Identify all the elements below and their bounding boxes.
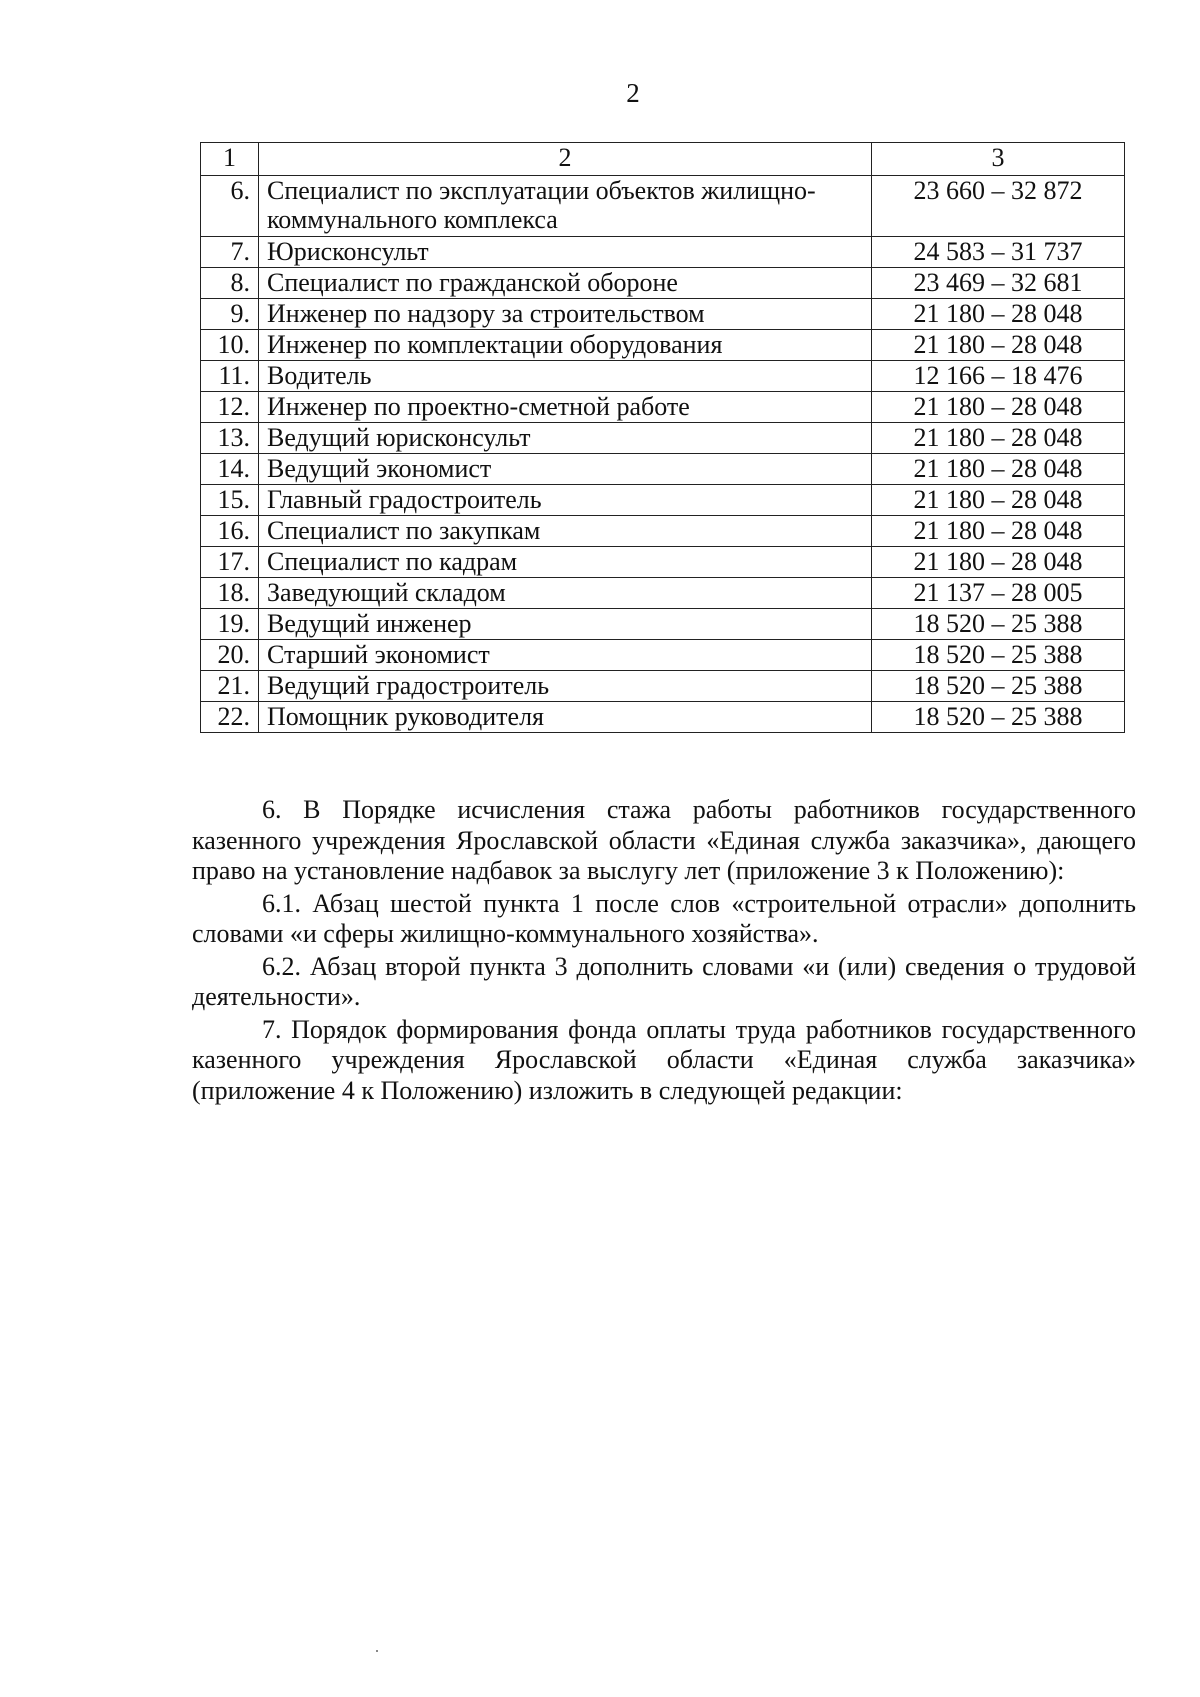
table-row — [201, 299, 1125, 330]
row-salary: 12 166 – 18 476 — [872, 361, 1125, 392]
table-row — [201, 176, 1125, 237]
page-number: 2 — [626, 78, 640, 108]
row-number: 13. — [201, 423, 259, 454]
row-number: 8. — [201, 268, 259, 299]
paragraph-6-2: 6.2. Абзац второй пункта 3 дополнить словами «и (или) сведения о трудовой деятельности». — [192, 951, 1136, 1011]
row-number: 22. — [201, 702, 259, 733]
table-row — [201, 454, 1125, 485]
row-salary: 21 180 – 28 048 — [872, 392, 1125, 423]
row-number: 20. — [201, 640, 259, 671]
row-position: Старший экономист — [259, 640, 872, 671]
table-row — [201, 361, 1125, 392]
table-row — [201, 516, 1125, 547]
row-salary: 18 520 – 25 388 — [872, 609, 1125, 640]
row-salary: 18 520 – 25 388 — [872, 671, 1125, 702]
body-text — [192, 795, 1136, 1108]
row-position: Специалист по закупкам — [259, 516, 872, 547]
table-row — [201, 640, 1125, 671]
row-salary: 21 180 – 28 048 — [872, 423, 1125, 454]
row-number: 6. — [201, 176, 259, 237]
row-number: 7. — [201, 237, 259, 268]
paragraph-6: 6. В Порядке исчисления стажа работы работников государственного казенного учреждения Ярославской области «Единая служба заказчика», дающего право на установление надбавок за выслугу лет (приложение 3 к Положению): — [192, 795, 1136, 885]
scan-speck — [376, 1650, 378, 1652]
row-position: Юрисконсульт — [259, 237, 872, 268]
row-salary: 21 180 – 28 048 — [872, 454, 1125, 485]
row-salary: 21 180 – 28 048 — [872, 330, 1125, 361]
row-position: Помощник руководителя — [259, 702, 872, 733]
salary-table — [200, 142, 1125, 733]
table-row — [201, 268, 1125, 299]
row-salary: 21 180 – 28 048 — [872, 547, 1125, 578]
row-position: Инженер по комплектации оборудования — [259, 330, 872, 361]
header-cell-number: 1 — [201, 143, 259, 176]
header-cell-salary: 3 — [872, 143, 1125, 176]
row-number: 9. — [201, 299, 259, 330]
table-row — [201, 609, 1125, 640]
row-position: Ведущий юрисконсульт — [259, 423, 872, 454]
row-salary: 24 583 – 31 737 — [872, 237, 1125, 268]
row-salary: 18 520 – 25 388 — [872, 640, 1125, 671]
row-salary: 21 180 – 28 048 — [872, 485, 1125, 516]
row-salary: 21 180 – 28 048 — [872, 299, 1125, 330]
row-salary: 21 180 – 28 048 — [872, 516, 1125, 547]
row-salary: 23 660 – 32 872 — [872, 176, 1125, 237]
row-number: 18. — [201, 578, 259, 609]
row-position: Ведущий градостроитель — [259, 671, 872, 702]
row-number: 12. — [201, 392, 259, 423]
table-row — [201, 237, 1125, 268]
table-header-row — [201, 143, 1125, 176]
row-position: Ведущий экономист — [259, 454, 872, 485]
header-cell-position: 2 — [259, 143, 872, 176]
row-position: Специалист по гражданской обороне — [259, 268, 872, 299]
row-number: 14. — [201, 454, 259, 485]
row-position: Ведущий инженер — [259, 609, 872, 640]
paragraph-7: 7. Порядок формирования фонда оплаты труда работников государственного казенного учреждения Ярославской области «Единая служба заказчика» (приложение 4 к Положению) изложить в следующей редакции: — [192, 1014, 1136, 1105]
row-salary: 23 469 – 32 681 — [872, 268, 1125, 299]
row-number: 15. — [201, 485, 259, 516]
row-position: Инженер по проектно-сметной работе — [259, 392, 872, 423]
table-row — [201, 392, 1125, 423]
row-number: 11. — [201, 361, 259, 392]
row-position: Инженер по надзору за строительством — [259, 299, 872, 330]
table-row — [201, 330, 1125, 361]
table-row — [201, 423, 1125, 454]
row-number: 19. — [201, 609, 259, 640]
row-position: Специалист по кадрам — [259, 547, 872, 578]
table-row — [201, 485, 1125, 516]
row-number: 21. — [201, 671, 259, 702]
row-number: 16. — [201, 516, 259, 547]
row-number: 10. — [201, 330, 259, 361]
row-salary: 21 137 – 28 005 — [872, 578, 1125, 609]
table-row — [201, 578, 1125, 609]
row-position: Специалист по эксплуатации объектов жилищно-коммунального комплекса — [259, 176, 872, 237]
row-position: Водитель — [259, 361, 872, 392]
row-position: Заведующий складом — [259, 578, 872, 609]
row-number: 17. — [201, 547, 259, 578]
table-row — [201, 671, 1125, 702]
table-row — [201, 702, 1125, 733]
paragraph-6-1: 6.1. Абзац шестой пункта 1 после слов «строительной отрасли» дополнить словами «и сферы жилищно-коммунального хозяйства». — [192, 888, 1136, 948]
row-salary: 18 520 – 25 388 — [872, 702, 1125, 733]
table-row — [201, 547, 1125, 578]
row-position: Главный градостроитель — [259, 485, 872, 516]
